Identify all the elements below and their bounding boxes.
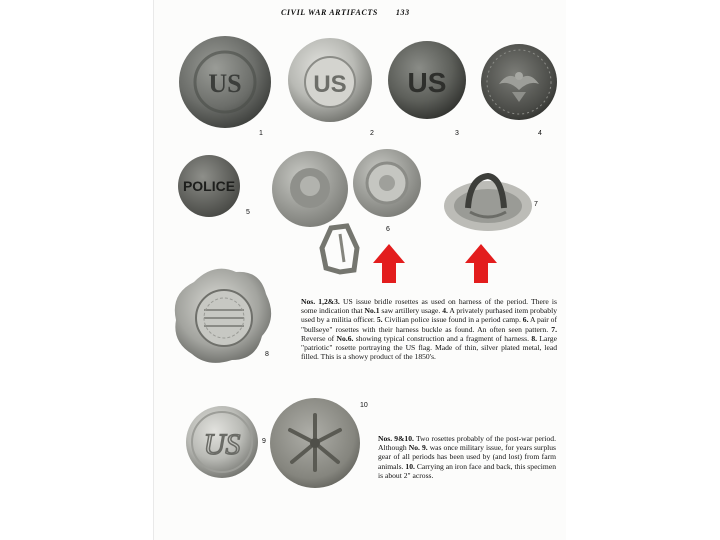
label-1: 1 (259, 130, 263, 137)
label-9: 9 (262, 438, 266, 445)
label-8: 8 (265, 351, 269, 358)
label-6: 6 (386, 226, 390, 233)
page-number: 133 (395, 8, 410, 17)
police-stamp: POLICE (182, 178, 236, 194)
red-arrow-left (373, 244, 405, 283)
us-stamp-9: US (203, 428, 241, 461)
label-7: 7 (534, 201, 538, 208)
artifact-5-police-rosette (178, 155, 240, 217)
us-stamp-3: US (407, 67, 447, 98)
artifact-4-eagle-rosette (481, 44, 557, 120)
artifact-2-rosette (288, 38, 372, 122)
us-stamp-2: US (313, 71, 347, 98)
label-10: 10 (360, 402, 368, 409)
label-2: 2 (370, 130, 374, 137)
label-3: 3 (455, 130, 459, 137)
artifact-3-rosette (388, 41, 466, 119)
label-5: 5 (246, 209, 250, 216)
artifact-7-reverse (444, 176, 532, 231)
label-4: 4 (538, 130, 542, 137)
us-stamp-1: US (208, 69, 242, 98)
artifact-1-rosette (179, 36, 271, 128)
artifact-8-patriotic-rosette (175, 269, 271, 363)
red-arrow-right (465, 244, 497, 283)
caption-9-10: Nos. 9&10. Two rosettes probably of the post-war period. Although No. 9. was once military issue, for years surplus gear of all periods has been used by (and lost) from farm animals. 10. Carrying an iron face and back, this specimen is about 2" across. (378, 434, 556, 480)
header-title: CIVIL WAR ARTIFACTS (281, 8, 378, 17)
artifact-9-rosette (186, 406, 258, 478)
caption-1-8: Nos. 1,2&3. US issue bridle rosettes as used on harness of the period. There is some indication that No.1 saw artillery usage. 4. A privately purhased item probably used by a militia officer. 5. Civilian police issue found in a period camp. 6. A pair of "bullseye" rosettes with their harness buckle as found. An often seen pattern. 7. Reverse of No.6. showing typical construction and a fragment of harness. 8. Large "patriotic" rosette portraying the US flag. Made of thin, silver plated metal, lead filled. This is a showy product of the 1850's. (301, 297, 558, 362)
artifact-6-bullseye-pair (272, 149, 421, 272)
artifact-10-iron-rosette (270, 398, 360, 488)
